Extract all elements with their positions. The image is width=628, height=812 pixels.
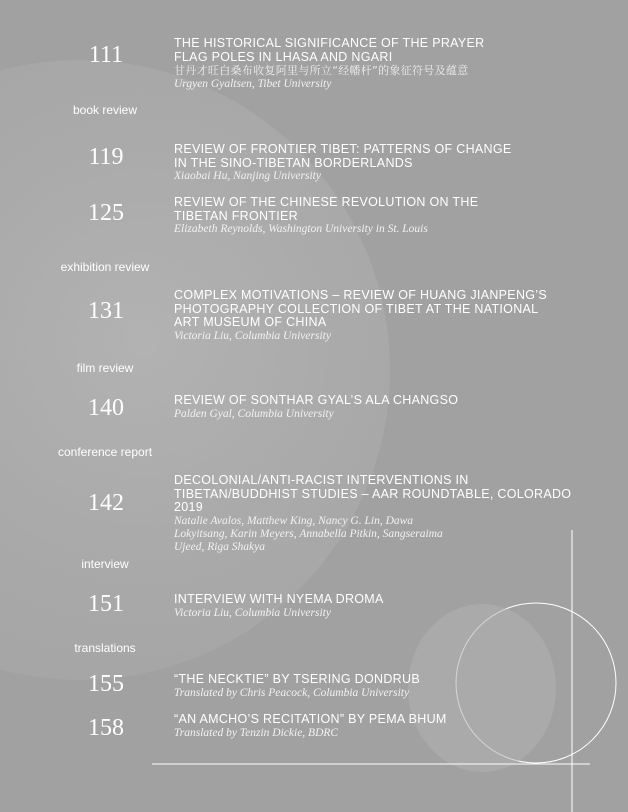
toc-entry-amchos-recitation[interactable] bbox=[174, 713, 604, 740]
title-line: TIBETAN FRONTIER bbox=[174, 208, 299, 223]
toc-entry-chinese-revolution[interactable] bbox=[174, 196, 604, 236]
page-number: 131 bbox=[88, 298, 124, 324]
author: Palden Gyal, Columbia University bbox=[174, 407, 334, 420]
title-line: FLAG POLES IN LHASA AND NGARI bbox=[174, 49, 393, 64]
page-number: 151 bbox=[88, 591, 124, 617]
title-line: “AN AMCHO’S RECITATION” BY PEMA BHUM bbox=[174, 712, 447, 726]
author: Ujeed, Riga Shakya bbox=[174, 540, 266, 553]
title-line: REVIEW OF SONTHAR GYAL’S ALA CHANGSO bbox=[174, 393, 459, 407]
section-film-review: film review bbox=[76, 361, 134, 375]
toc-entry-ala-changso[interactable] bbox=[174, 394, 604, 421]
title-line: COMPLEX MOTIVATIONS – REVIEW OF HUANG JIANPENG’S bbox=[174, 288, 548, 302]
title-line: DECOLONIAL/ANTI-RACIST INTERVENTIONS IN bbox=[174, 473, 469, 487]
page-number: 158 bbox=[88, 715, 124, 741]
page-number: 119 bbox=[88, 144, 124, 170]
page-number: 140 bbox=[88, 395, 124, 421]
author: Lokyitsang, Karin Meyers, Annabella Pitkin, Sangseraima bbox=[174, 527, 443, 540]
title-line: PHOTOGRAPHY COLLECTION OF TIBET AT THE NATIONAL bbox=[174, 301, 539, 316]
author: Elizabeth Reynolds, Washington University in St. Louis bbox=[174, 223, 428, 235]
title-line: TIBETAN/BUDDHIST STUDIES – AAR ROUNDTABLE, COLORADO 2019 bbox=[174, 486, 572, 514]
title-line: REVIEW OF THE CHINESE REVOLUTION ON THE bbox=[174, 195, 479, 209]
toc-entry-prayer-flag-poles[interactable] bbox=[174, 37, 604, 91]
section-conference-report: conference report bbox=[57, 445, 153, 459]
title-line: INTERVIEW WITH NYEMA DROMA bbox=[174, 592, 384, 606]
section-exhibition-review: exhibition review bbox=[60, 260, 150, 274]
toc-entry-nyema-droma[interactable] bbox=[174, 593, 604, 620]
chinese-subtitle: 甘丹才旺白桑布收复阿里与所立“经幡杆”的象征符号及蕴意 bbox=[174, 64, 469, 77]
toc-entry-frontier-tibet[interactable] bbox=[174, 143, 604, 183]
author: Xiaobai Hu, Nanjing University bbox=[174, 170, 321, 182]
title-line: IN THE SINO-TIBETAN BORDERLANDS bbox=[174, 155, 413, 170]
page-number: 155 bbox=[88, 671, 124, 697]
author: Victoria Liu, Columbia University bbox=[174, 606, 331, 619]
page-number: 111 bbox=[88, 42, 124, 68]
toc-entry-decolonial-roundtable[interactable] bbox=[174, 474, 604, 554]
title-line: THE HISTORICAL SIGNIFICANCE OF THE PRAYER bbox=[174, 36, 485, 50]
title-line: REVIEW OF FRONTIER TIBET: PATTERNS OF CHANGE bbox=[174, 142, 512, 156]
author: Translated by Tenzin Dickie, BDRC bbox=[174, 726, 339, 739]
author: Translated by Chris Peacock, Columbia University bbox=[174, 686, 410, 699]
page-number: 125 bbox=[88, 200, 124, 226]
page-number: 142 bbox=[88, 490, 124, 516]
section-interview: interview bbox=[81, 557, 129, 571]
author: Natalie Avalos, Matthew King, Nancy G. Lin, Dawa bbox=[174, 514, 414, 527]
section-book-review: book review bbox=[72, 103, 138, 117]
toc-entry-the-necktie[interactable] bbox=[174, 673, 604, 700]
toc-entry-complex-motivations[interactable] bbox=[174, 289, 604, 343]
title-line: “THE NECKTIE” BY TSERING DONDRUB bbox=[174, 672, 420, 686]
title-line: ART MUSEUM OF CHINA bbox=[174, 315, 327, 329]
section-translations: translations bbox=[74, 641, 136, 655]
author: Urgyen Gyaltsen, Tibet University bbox=[174, 78, 332, 90]
author: Victoria Liu, Columbia University bbox=[174, 329, 331, 342]
